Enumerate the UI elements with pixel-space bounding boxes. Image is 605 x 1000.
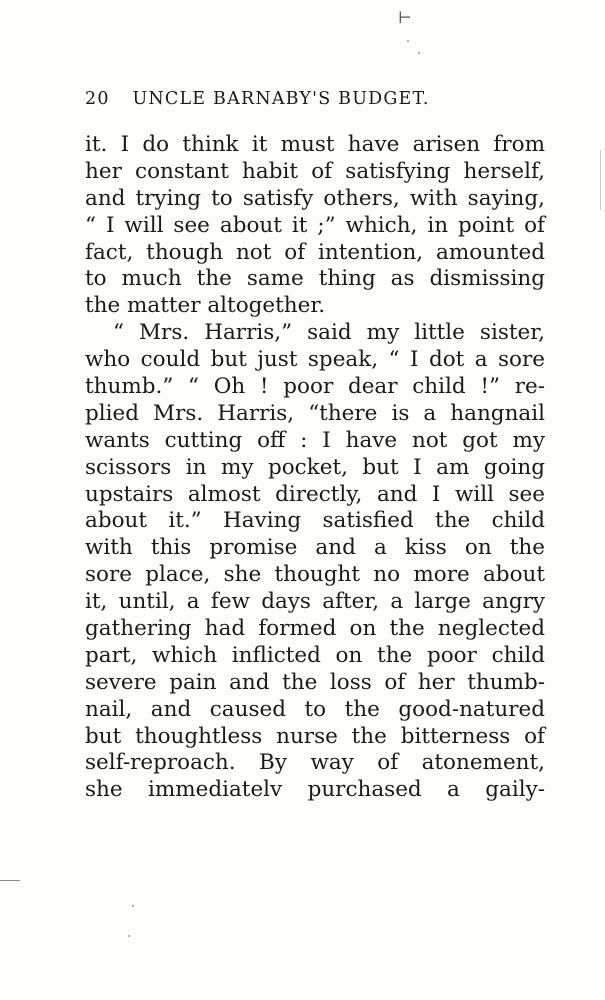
text-line: her constant habit of satisfying herself, xyxy=(85,158,545,184)
speckle xyxy=(418,52,420,54)
page-number: 20 xyxy=(85,89,110,109)
text-line: she immediatelv purchased a gaily- xyxy=(85,777,545,803)
text-line: “ Mrs. Harris,” said my little sister, xyxy=(113,320,545,346)
text-line: gathering had formed on the neglected xyxy=(85,616,545,642)
text-line: self-reproach. By way of atonement, xyxy=(85,750,545,776)
speckle xyxy=(128,935,130,937)
text-line: plied Mrs. Harris, “there is a hangnail xyxy=(85,400,545,426)
speckle xyxy=(132,905,134,907)
text-line: severe pain and the loss of her thumb- xyxy=(85,669,545,695)
text-line: “ I will see about it ;” which, in point of xyxy=(85,212,545,238)
text-line: it, until, a few days after, a large angry xyxy=(85,589,545,615)
page-edge-mark xyxy=(600,150,601,210)
text-line: but thoughtless nurse the bitterness of xyxy=(85,723,545,749)
ink-mark-top: ⊢ xyxy=(398,8,412,27)
text-line: scissors in my pocket, but I am going xyxy=(85,454,545,480)
text-line: nail, and caused to the good-natured xyxy=(85,696,545,722)
text-line: fact, though not of intention, amounted xyxy=(85,239,545,265)
text-line: to much the same thing as dismissing xyxy=(85,266,545,292)
page-edge-mark xyxy=(0,880,20,911)
text-line: upstairs almost directly, and I will see xyxy=(85,481,545,507)
text-line: about it.” Having satisfied the child xyxy=(85,508,545,534)
text-line: it. I do think it must have arisen from xyxy=(85,132,545,157)
text-line: wants cutting off : I have not got my xyxy=(85,427,545,453)
text-line: and trying to satisfy others, with saying, xyxy=(85,185,545,211)
running-header xyxy=(85,89,545,109)
text-line: the matter altogether. xyxy=(85,293,326,319)
running-title: UNCLE BARNABY'S BUDGET. xyxy=(132,89,430,109)
text-line: who could but just speak, “ I dot a sore xyxy=(85,347,545,373)
text-line: thumb.” “ Oh ! poor dear child !” re- xyxy=(85,374,545,400)
text-line: sore place, she thought no more about xyxy=(85,562,545,588)
text-line: with this promise and a kiss on the xyxy=(85,535,545,561)
body-text xyxy=(85,132,545,804)
text-line: part, which inflicted on the poor child xyxy=(85,642,545,668)
speckle xyxy=(407,40,409,42)
